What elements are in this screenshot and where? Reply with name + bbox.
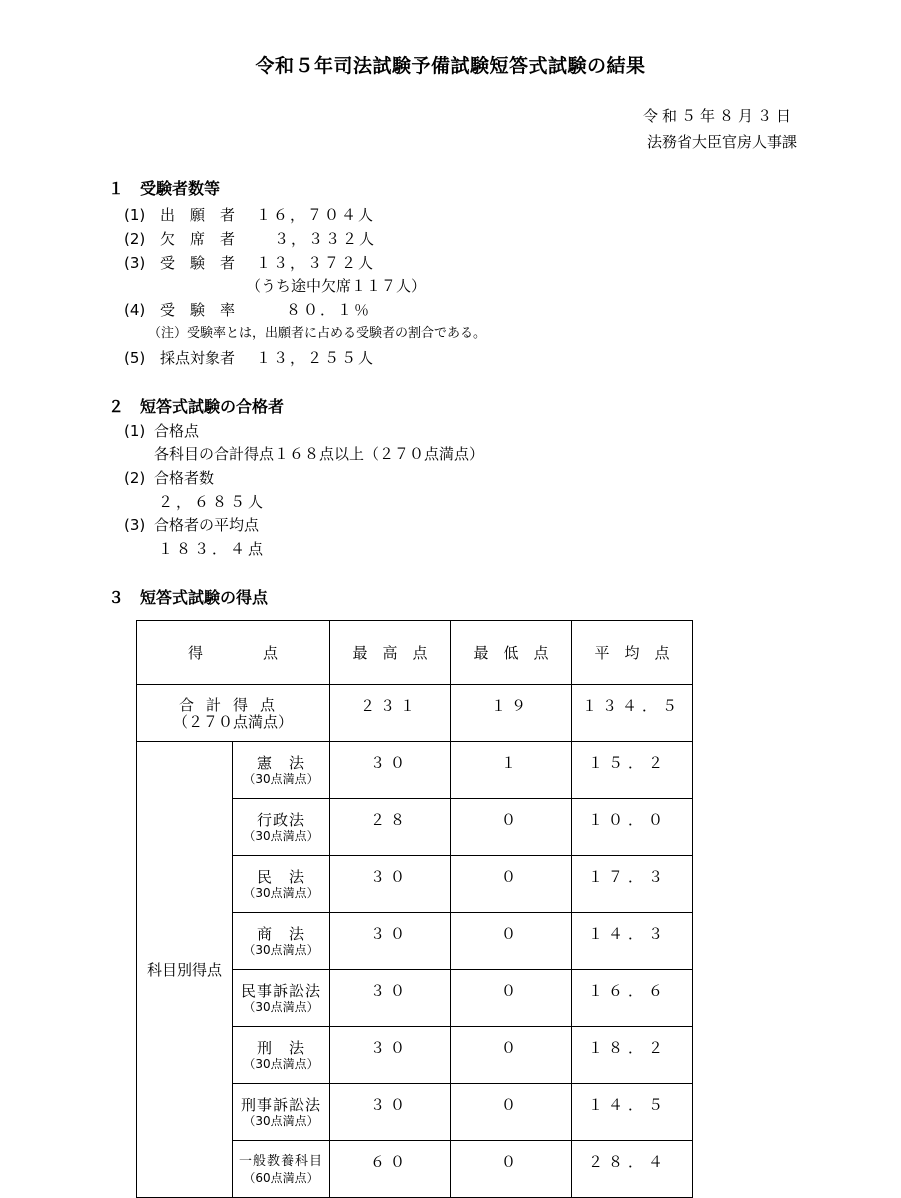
subject-avg: ２８．４ [572,1141,693,1198]
score-table [136,620,693,1198]
s2-item-value: ２，６８５人 [158,493,267,511]
s1-item-value: ８０．１％ [286,301,372,319]
subject-cell [233,1141,330,1198]
total-label-cell [137,685,330,742]
subject-avg: １０．０ [572,799,693,856]
exam-rate-note: （注）受験率とは，出願者に占める受験者の割合である。 [148,326,487,341]
subject-max-note: （30点満点） [243,1113,319,1128]
s1-item-num: (1) [124,206,146,224]
total-max-note: （２７０点満点） [172,712,293,731]
s1-item-num: (2) [124,230,146,248]
subject-avg: １７．３ [572,856,693,913]
subject-avg: １４．３ [572,913,693,970]
subject-low: ０ [451,970,572,1027]
subject-max-note: （60点満点） [243,1170,319,1185]
s2-item-num: (3) [124,516,146,534]
header-average: 平 均 点 [572,621,693,685]
subject-high: ３０ [330,742,451,799]
s2-item-label: 合格者の平均点 [154,516,260,534]
s1-item-num: (5) [124,349,146,367]
s1-item-value: １６，７０４人 [256,206,376,224]
subject-name: 刑事訴訟法 [240,1095,321,1114]
header-lowest: 最 低 点 [451,621,572,685]
section3-heading: ３ 短答式試験の得点 [108,588,269,607]
s1-item-value: ３，３３２人 [274,230,377,248]
s1-item-value: １３，３７２人 [256,254,376,272]
subject-cell [233,913,330,970]
subject-max-note: （30点満点） [243,999,319,1014]
subject-low: ０ [451,1027,572,1084]
subject-high: ３０ [330,1027,451,1084]
subject-max-note: （30点満点） [243,828,319,843]
subject-low: ０ [451,913,572,970]
s2-item-value: 各科目の合計得点１６８点以上（２７０点満点） [154,445,485,463]
subject-low: ０ [451,799,572,856]
subject-cell [233,1084,330,1141]
subject-high: ３０ [330,913,451,970]
subject-max-note: （30点満点） [243,942,319,957]
subject-cell [233,799,330,856]
subject-name: 商 法 [256,924,305,943]
section2-heading: ２ 短答式試験の合格者 [108,397,285,416]
s1-item-num: (4) [124,301,146,319]
header-highest: 最 高 点 [330,621,451,685]
subject-max-note: （30点満点） [243,1056,319,1071]
total-row [137,685,693,742]
group-label: 科目別得点 [137,742,233,1198]
s2-item-num: (2) [124,469,146,487]
s2-item-num: (1) [124,422,146,440]
s1-item-label: 欠 席 者 [160,230,236,248]
s1-item-value: １３，２５５人 [256,349,376,367]
subject-name: 一般教養科目 [238,1153,323,1169]
subject-name: 憲 法 [256,753,305,772]
subject-max-note: （30点満点） [243,885,319,900]
issuing-department: 法務省大臣官房人事課 [646,133,797,151]
s1-item-num: (3) [124,254,146,272]
subject-cell [233,742,330,799]
subject-cell [233,970,330,1027]
total-high: ２３１ [330,685,451,742]
s1-item-label: 採点対象者 [160,349,236,367]
subject-cell [233,1027,330,1084]
table-header-row [137,621,693,685]
subject-high: ３０ [330,970,451,1027]
subject-name: 民 法 [256,867,305,886]
subject-high: ２８ [330,799,451,856]
subject-cell [233,856,330,913]
subject-low: ０ [451,1084,572,1141]
subject-max-note: （30点満点） [243,771,319,786]
s2-item-label: 合格点 [154,422,200,440]
subject-avg: １６．６ [572,970,693,1027]
subject-avg: １８．２ [572,1027,693,1084]
s2-item-value: １８３．４点 [158,540,267,558]
subject-name: 刑 法 [256,1038,305,1057]
header-score: 得 点 [137,621,330,685]
absent-during-note: （うち途中欠席１１７人） [246,277,427,295]
subject-high: ３０ [330,856,451,913]
section1-heading: １ 受験者数等 [108,179,221,198]
subject-low: ０ [451,856,572,913]
table-row [137,742,693,799]
issue-date: 令和５年８月３日 [642,107,795,125]
subject-name: 行政法 [256,810,305,829]
subject-high: ３０ [330,1084,451,1141]
s2-item-label: 合格者数 [154,469,215,487]
subject-name: 民事訴訟法 [240,981,321,1000]
subject-low: ０ [451,1141,572,1198]
subject-high: ６０ [330,1141,451,1198]
subject-avg: １５．２ [572,742,693,799]
document-title: 令和５年司法試験予備試験短答式試験の結果 [255,55,646,77]
total-label: 合計得点 [178,695,287,714]
s1-item-label: 受 験 者 [160,254,236,272]
s1-item-label: 受 験 率 [160,301,236,319]
total-avg: １３４．５ [572,685,693,742]
s1-item-label: 出 願 者 [160,206,236,224]
total-low: １９ [451,685,572,742]
subject-avg: １４．５ [572,1084,693,1141]
subject-low: １ [451,742,572,799]
